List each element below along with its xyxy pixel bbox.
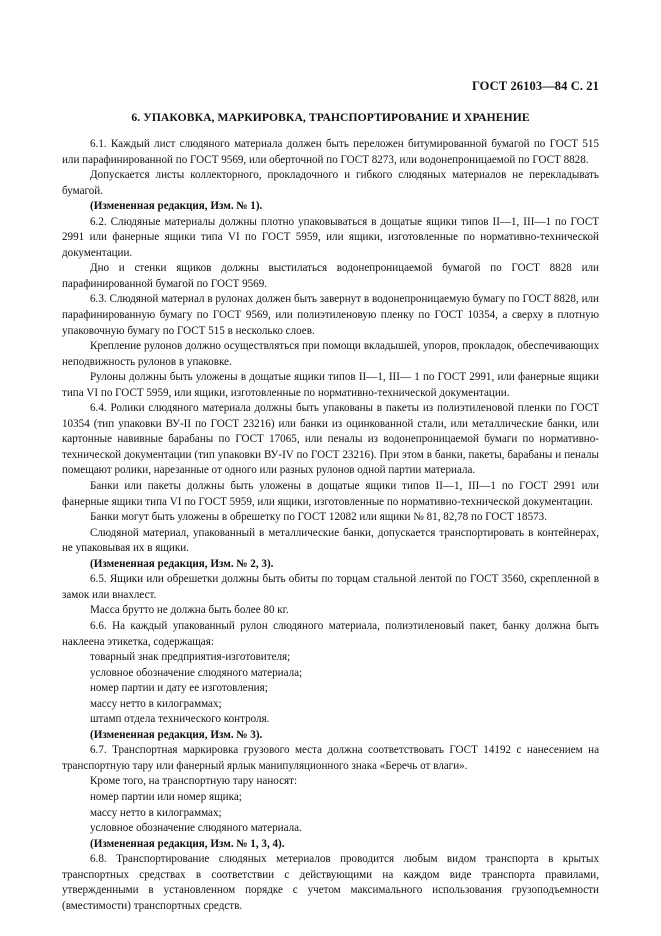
list-item: номер партии и дату ее изготовления; xyxy=(90,682,268,695)
paragraph-6-6: 6.6. На каждый упакованный рулон слюдяного материала, полиэтиленовый пакет, банку должна быть наклеена этикетка, содержащая: xyxy=(62,619,599,648)
paragraph-6-4: 6.4. Ролики слюдяного материала должны быть упакованы в пакеты из полиэтиленовой пленки по ГОСТ 10354 (тип упаковки ВУ-II по ГОСТ 23216) или банки из оцинкованной стали, или металлические банки, или картонные навивные барабаны по ГОСТ 17065, или пеналы из водонепроницаемой бумаги по нормативно-технической документации (тип упаковки ВУ-IV по ГОСТ 23216). При этом в банки, пакеты, барабаны и пеналы помещают ролики, нарезанные от одного или разных рулонов одной партии материала. xyxy=(62,402,599,477)
amendment-note: (Измененная редакция, Изм. № 2, 3). xyxy=(90,557,274,570)
paragraph: Рулоны должны быть уложены в дощатые ящики типов II—1, III— 1 по ГОСТ 2991, или фанерные ящики типа VI по ГОСТ 5959, или ящики, изготовленные по нормативно-технической документации. xyxy=(62,371,599,399)
paragraph-6-8: 6.8. Транспортирование слюдяных метериалов проводится любым видом транспорта в крытых транспортных средствах в соответствии с действующими на каждом виде транспорта правилами, утвержденными в установленном порядке с учетом максимального использования грузоподъемности (вместимости) транспортных средств. xyxy=(62,853,599,912)
list-item: номер партии или номер ящика; xyxy=(90,790,242,803)
list-item: Кроме того, на транспортную тару наносят: xyxy=(90,775,298,788)
paragraph: Дно и стенки ящиков должны выстилаться водонепроницаемой бумагой по ГОСТ 8828 или парафинированной бумагой по ГОСТ 9569. xyxy=(62,262,599,290)
paragraph: Банки или пакеты должны быть уложены в дощатые ящики типов II—1, III—1 по ГОСТ 2991 или фанерные ящики типа VI по ГОСТ 5959, или ящики, изготовленные по нормативно-технической документации. xyxy=(62,480,599,508)
list-item: массу нетто в килограммах; xyxy=(90,697,222,710)
section-title: 6. УПАКОВКА, МАРКИРОВКА, ТРАНСПОРТИРОВАНИЕ И ХРАНЕНИЕ xyxy=(131,111,530,124)
list-item: товарный знак предприятия-изготовителя; xyxy=(90,651,291,664)
page-header: ГОСТ 26103—84 С. 21 xyxy=(471,79,599,93)
paragraph-6-1: 6.1. Каждый лист слюдяного материала должен быть переложен битумированной бумагой по ГОСТ 515 или парафинированной по ГОСТ 9569, или оберточной по ГОСТ 8273, или водонепроницаемой по ГОСТ 8828. xyxy=(62,138,599,166)
paragraph: Допускается листы коллекторного, прокладочного и гибкого слюдяных материалов не перекладывать бумагой. xyxy=(62,169,599,197)
paragraph-6-5: 6.5. Ящики или обрешетки должны быть обиты по торцам стальной лентой по ГОСТ 3560, скрепленной в замок или внахлест. xyxy=(62,573,599,601)
paragraph-6-2: 6.2. Слюдяные материалы должны плотно упаковываться в дощатые ящики типов II—1, III—1 по ГОСТ 2991 или фанерные ящики типа VI по ГОСТ 5959, или ящики, изготовленные по нормативно-технической документации. xyxy=(62,215,599,259)
paragraph: Банки могут быть уложены в обрешетку по ГОСТ 12082 или ящики № 81, 82,78 по ГОСТ 18573. xyxy=(90,511,548,524)
list-item: условное обозначение слюдяного материала. xyxy=(90,822,302,835)
paragraph: Масса брутто не должна быть более 80 кг. xyxy=(90,604,289,617)
amendment-note: (Измененная редакция, Изм. № 1). xyxy=(90,200,263,213)
list-item: штамп отдела технического контроля. xyxy=(90,713,270,726)
list-item: массу нетто в килограммах; xyxy=(90,806,222,819)
paragraph-6-7: 6.7. Транспортная маркировка грузового места должна соответствовать ГОСТ 14192 с нанесением на транспортную тару или фанерный ярлык манипуляционного знака «Беречь от влаги». xyxy=(62,744,599,772)
paragraph: Слюдяной материал, упакованный в металлические банки, допускается транспортировать в контейнерах, не упаковывая их в ящики. xyxy=(62,526,599,555)
amendment-note: (Измененная редакция, Изм. № 1, 3, 4). xyxy=(90,837,285,850)
list-item: условное обозначение слюдяного материала; xyxy=(90,666,303,679)
section-body xyxy=(62,137,599,914)
amendment-note: (Измененная редакция, Изм. № 3). xyxy=(90,728,263,741)
paragraph: Крепление рулонов должно осуществляться при помощи вкладышей, упоров, прокладок, обеспечивающих неподвижность рулонов в упаковке. xyxy=(62,340,599,368)
paragraph-6-3: 6.3. Слюдяной материал в рулонах должен быть завернут в водонепроницаемую бумагу по ГОСТ 8828, или парафинированную бумагу по ГОСТ 9569, или полиэтиленовую пленку по ГОСТ 10354, а сверху в плотную упаковочную бумагу по ГОСТ 515 в несколько слоев. xyxy=(62,293,599,337)
